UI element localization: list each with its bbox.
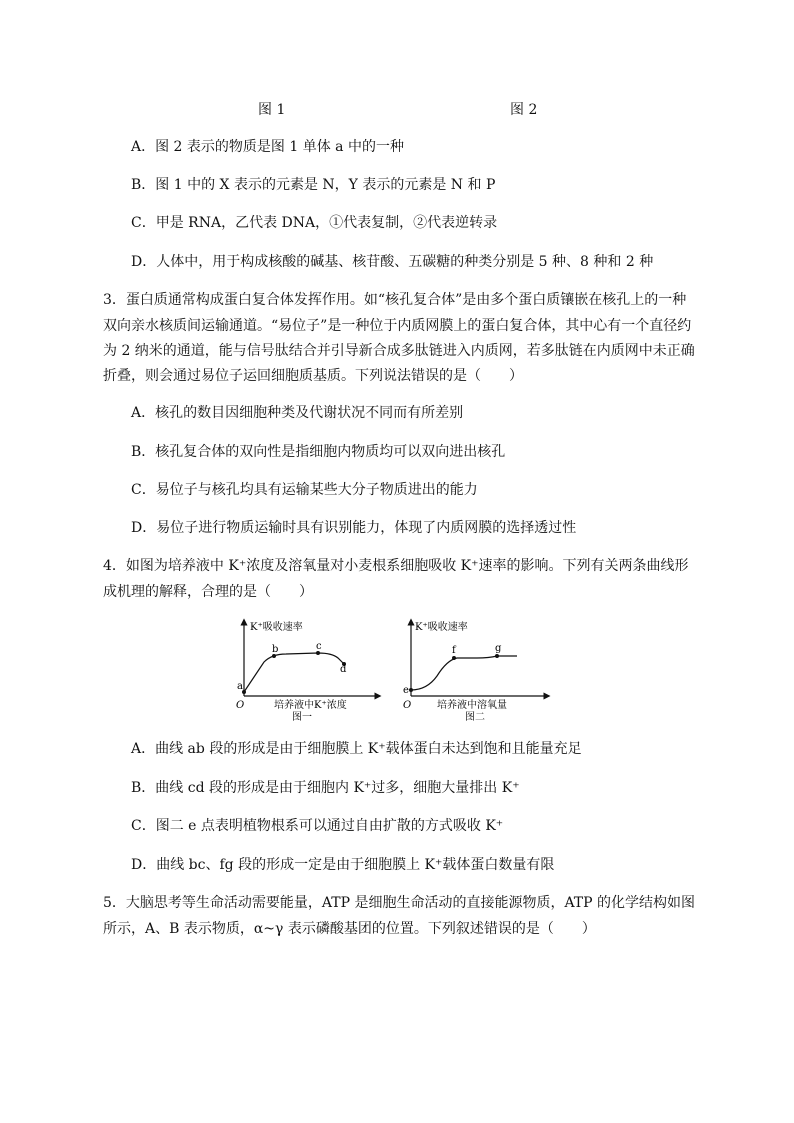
q3-option-b: B．核孔复合体的双向性是指细胞内物质均可以双向进出核孔 <box>131 444 506 460</box>
q3-option-d: D．易位子进行物质运输时具有识别能力，体现了内质网膜的选择透过性 <box>131 520 577 536</box>
origin-label: O <box>403 700 412 711</box>
q4-option-d: D．曲线 bc、fg 段的形成一定是由于细胞膜上 K⁺载体蛋白数量有限 <box>131 857 555 873</box>
graph-two <box>397 616 557 724</box>
origin-label: O <box>236 700 245 711</box>
x-axis-label: 培养液中溶氧量 <box>437 700 507 711</box>
y-axis-label: K⁺吸收速率 <box>415 622 468 633</box>
point-g <box>495 654 499 658</box>
q2-option-b: B．图 1 中的 X 表示的元素是 N，Y 表示的元素是 N 和 P <box>131 177 496 193</box>
graph-caption: 图一 <box>292 712 312 723</box>
q2-option-d: D．人体中，用于构成核酸的碱基、核苷酸、五碳糖的种类分别是 5 种、8 种和 2 种 <box>131 254 654 270</box>
q3-stem-line: 为 2 纳米的通道，能与信号肽结合并引导新合成多肽链进入内质网，若多肽链在内质网中未正确 <box>103 343 695 359</box>
q3-stem-line: 3．蛋白质通常构成蛋白复合体发挥作用。如“核孔复合体”是由多个蛋白质镶嵌在核孔上的一种 <box>103 292 687 308</box>
q2-option-c: C．甲是 RNA，乙代表 DNA，①代表复制，②代表逆转录 <box>131 215 498 231</box>
q4-option-b: B．曲线 cd 段的形成是由于细胞内 K⁺过多，细胞大量排出 K⁺ <box>131 780 520 796</box>
q4-option-c: C．图二 e 点表明植物根系可以通过自由扩散的方式吸收 K⁺ <box>131 818 504 834</box>
point-e <box>409 688 413 692</box>
q3-stem-line: 双向亲水核质间运输通道。“易位子”是一种位于内质网膜上的蛋白复合体，其中心有一个直径约 <box>103 318 692 334</box>
figure-1-caption: 图 1 <box>258 102 286 118</box>
q2-option-a: A．图 2 表示的物质是图 1 单体 a 中的一种 <box>131 139 404 155</box>
curve-two <box>411 656 517 690</box>
q3-stem-line: 折叠，则会通过易位子运回细胞质基质。下列说法错误的是（ ） <box>103 368 523 384</box>
point-c-label: c <box>316 641 322 652</box>
q4-option-a: A．曲线 ab 段的形成是由于细胞膜上 K⁺载体蛋白未达到饱和且能量充足 <box>131 741 582 757</box>
figure-2-caption: 图 2 <box>510 102 538 118</box>
q5-stem-line: 5．大脑思考等生命活动需要能量，ATP 是细胞生命活动的直接能源物质，ATP 的化学结构如图 <box>103 895 696 911</box>
q3-option-a: A．核孔的数目因细胞种类及代谢状况不同而有所差别 <box>131 405 464 421</box>
q5-stem-line: 所示，A、B 表示物质，α~γ 表示磷酸基团的位置。下列叙述错误的是（ ） <box>103 921 596 937</box>
point-b-label: b <box>272 644 279 655</box>
y-axis-label: K⁺吸收速率 <box>250 622 303 633</box>
point-a-label: a <box>237 681 243 692</box>
point-g-label: g <box>495 643 502 654</box>
point-f <box>452 656 456 660</box>
graph-caption: 图二 <box>465 712 485 723</box>
point-d-label: d <box>340 664 347 675</box>
q4-stem-line: 4．如图为培养液中 K⁺浓度及溶氧量对小麦根系细胞吸收 K⁺速率的影响。下列有关两条曲线形 <box>103 558 689 574</box>
q3-option-c: C．易位子与核孔均具有运输某些大分子物质进出的能力 <box>131 482 478 498</box>
point-e-label: e <box>403 685 409 696</box>
point-f-label: f <box>452 645 456 656</box>
graph-one <box>228 616 388 724</box>
q4-stem-line: 成机理的解释，合理的是（ ） <box>103 584 313 600</box>
x-axis-label: 培养液中K⁺浓度 <box>274 700 347 711</box>
curve-one <box>244 653 344 692</box>
